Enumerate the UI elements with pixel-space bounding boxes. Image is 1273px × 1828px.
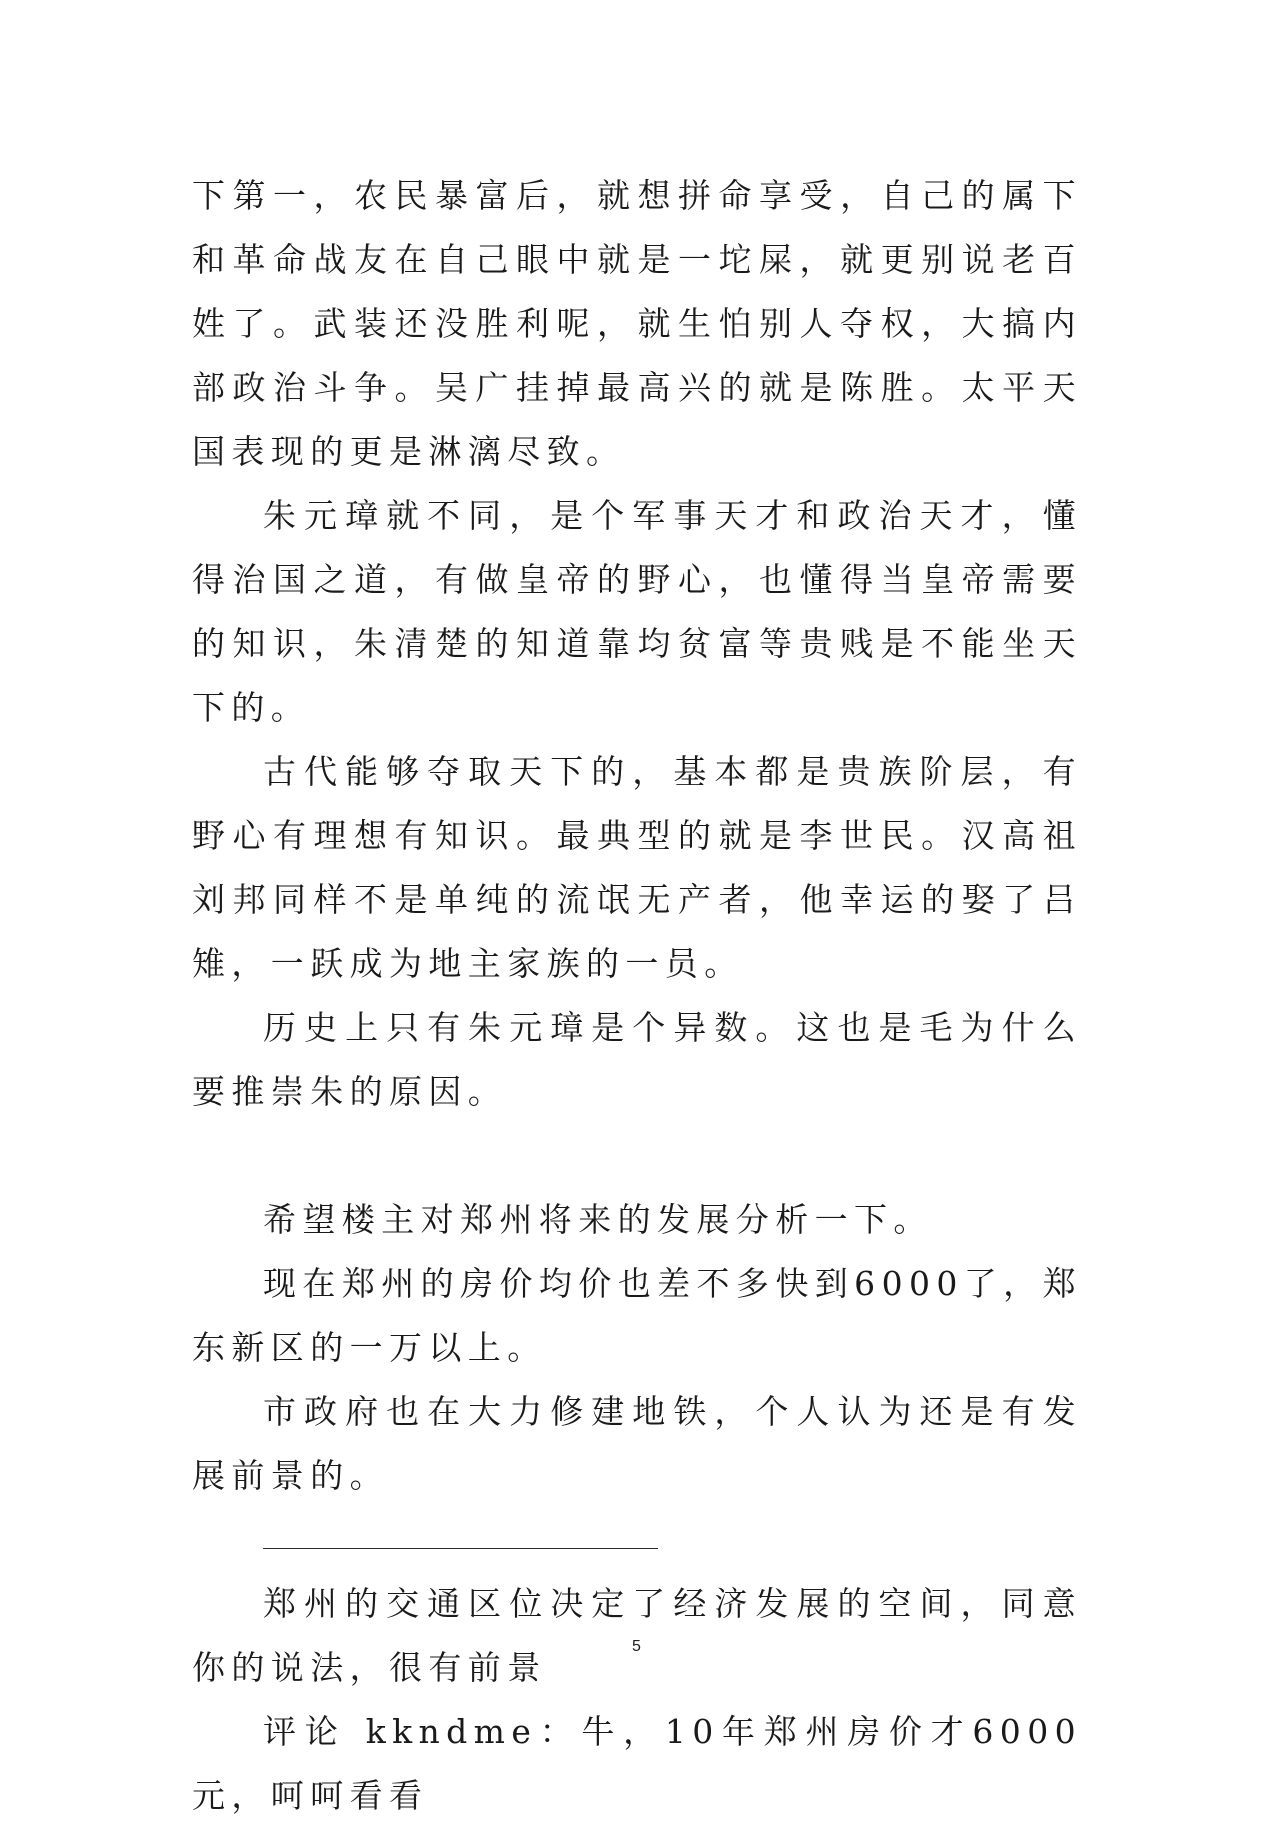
paragraph-spacer — [192, 1124, 1082, 1188]
paragraph-continuation: 下第一，农民暴富后，就想拼命享受，自己的属下和革命战友在自己眼中就是一坨屎，就更别说老百姓了。武装还没胜利呢，就生怕别人夺权，大搞内部政治斗争。吴广挂掉最高兴的就是陈胜。太平天国表现的更是淋漓尽致。 — [192, 176, 1082, 471]
paragraph: 市政府也在大力修建地铁，个人认为还是有发展前景的。 — [192, 1392, 1082, 1495]
document-body — [192, 164, 1082, 1828]
separator-rule — [192, 1508, 1082, 1572]
paragraph: 历史上只有朱元璋是个异数。这也是毛为什么要推崇朱的原因。 — [192, 1008, 1082, 1111]
paragraph: 现在郑州的房价均价也差不多快到6000了，郑东新区的一万以上。 — [192, 1264, 1082, 1367]
page-number: 5 — [632, 1638, 641, 1655]
paragraph: 希望楼主对郑州将来的发展分析一下。 — [263, 1200, 933, 1239]
paragraph: 郑州的交通区位决定了经济发展的空间，同意你的说法，很有前景 — [192, 1584, 1082, 1687]
paragraph: 古代能够夺取天下的，基本都是贵族阶层，有野心有理想有知识。最典型的就是李世民。汉高祖刘邦同样不是单纯的流氓无产者，他幸运的娶了吕雉，一跃成为地主家族的一员。 — [192, 752, 1082, 983]
paragraph: 评论 kkndme：牛，10年郑州房价才6000元，呵呵看看 — [192, 1712, 1082, 1815]
separator-line — [263, 1548, 658, 1549]
paragraph: 朱元璋就不同，是个军事天才和政治天才，懂得治国之道，有做皇帝的野心，也懂得当皇帝需要的知识，朱清楚的知道靠均贫富等贵贱是不能坐天下的。 — [192, 496, 1082, 727]
